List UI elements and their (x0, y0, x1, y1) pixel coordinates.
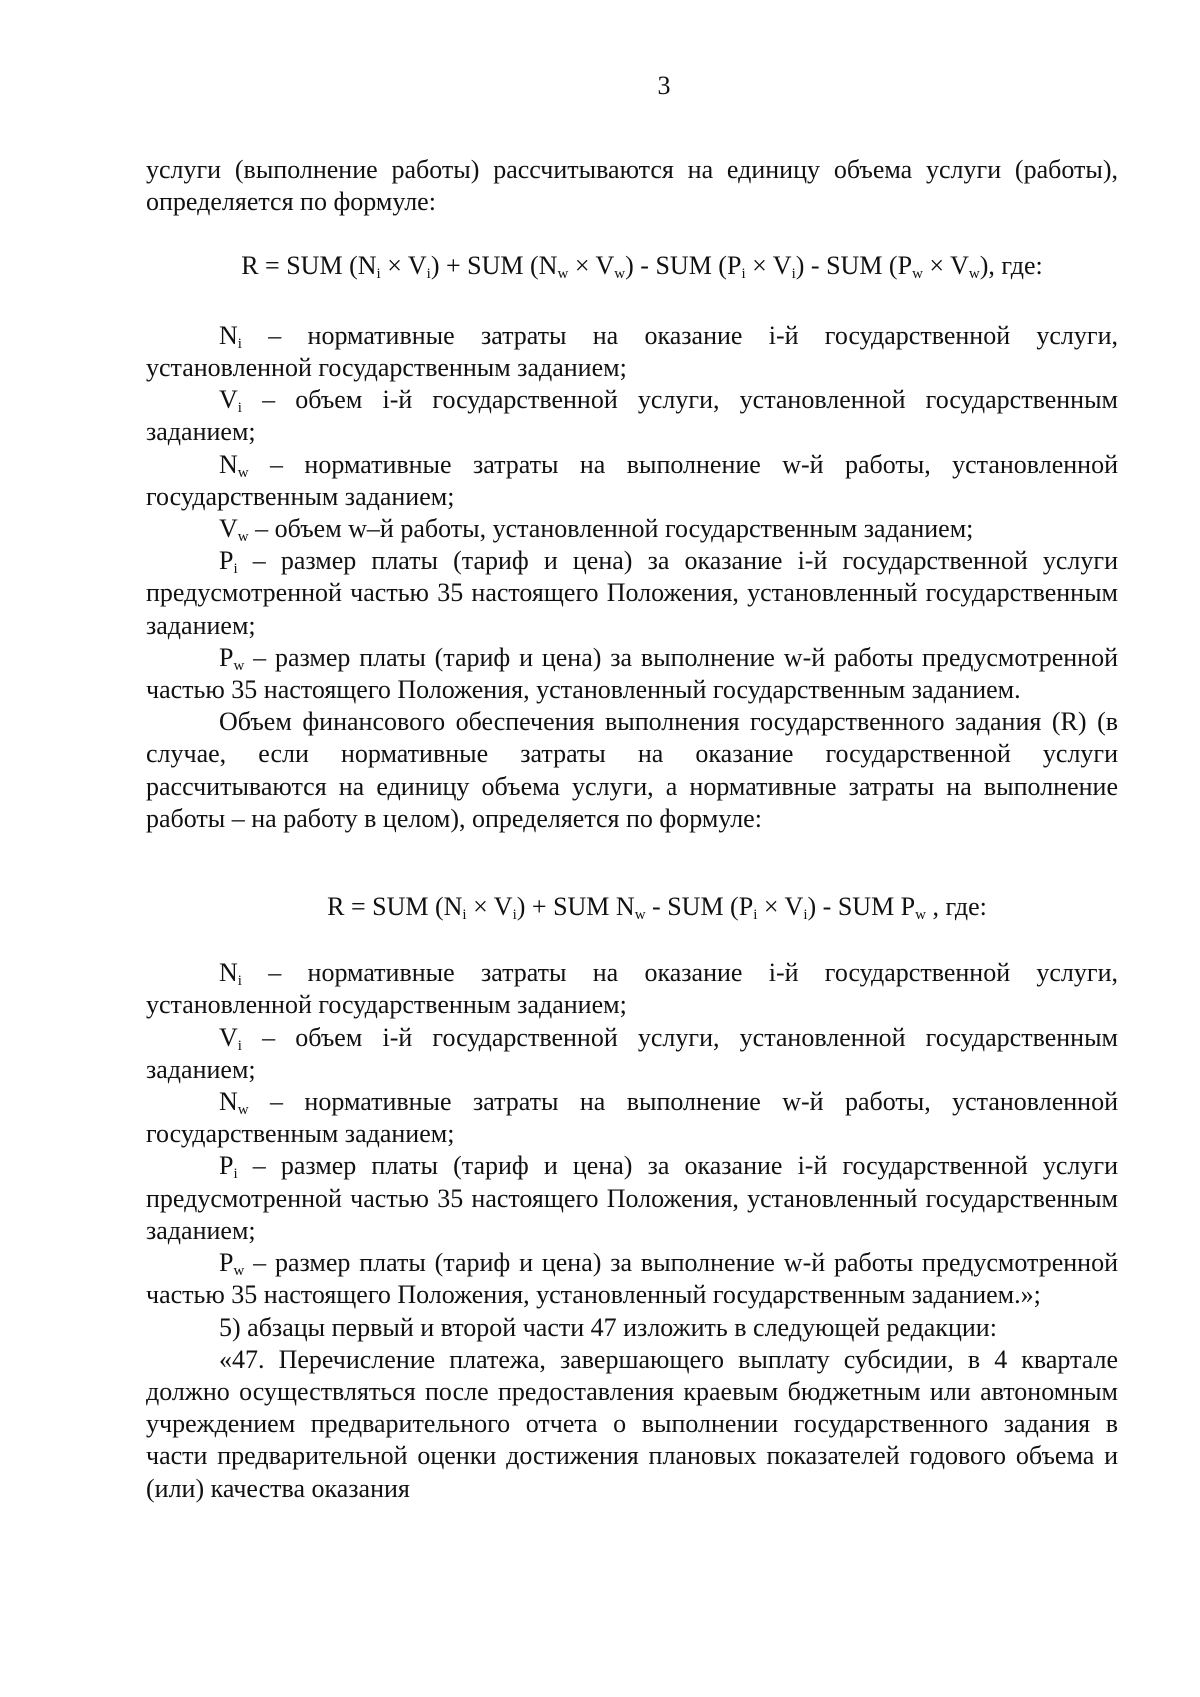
volume-paragraph: Объем финансового обеспечения выполнения государственного задания (R) (в случае, если нормативные затраты на оказание государственной услуги рассчитываются на единицу объема услуги, а нормативные затраты на выполнение работы – на работу в целом), определяется по формуле: (146, 707, 1118, 833)
item-5-paragraph: 5) абзацы первый и второй части 47 изложить в следующей редакции: (219, 1312, 997, 1342)
definition-pi: $P_i$ – размер платы (тариф и цена) за оказание i-й государственной услуги предусмотренной частью 35 настоящего Положения, установленный государственным заданием; (146, 546, 1118, 640)
formula-1: R = SUM $(N_i \times V_i)$ + SUM $(N_w \times V_w)$ - SUM $(P_i \times V_i)$ - SUM $(P_w \times V_w)$, где: (241, 250, 1043, 282)
definition-pw: $P_w$ – размер платы (тариф и цена) за выполнение w-й работы предусмотренной частью 35 настоящего Положения, установленный государственным заданием. (146, 642, 1118, 705)
part-47-paragraph: «47. Перечисление платежа, завершающего выплату субсидии, в 4 квартале должно осуществляться после предоставления краевым бюджетным или автономным учреждением предварительного отчета о выполнении государственного задания в части предварительной оценки достижения плановых показателей годового объема и (или) качества оказания (146, 1344, 1118, 1503)
page-number: 3 (657, 71, 671, 100)
definition-vi-2: $V_i$ – объем i-й государственной услуги, установленной государственным заданием; (146, 1022, 1118, 1084)
definition-nw: $N_w$ – нормативные затраты на выполнение w-й работы, установленной государственным заданием; (146, 449, 1118, 511)
intro-paragraph: услуги (выполнение работы) рассчитываются на единицу объема услуги (работы), определяется по формуле: (146, 155, 1118, 217)
definition-vw: $V_w$ – объем w–й работы, установленной государственным заданием; (219, 514, 974, 546)
definition-ni: $N_i$ – нормативные затраты на оказание i-й государственной услуги, установленной государственным заданием; (146, 320, 1118, 383)
definition-vi: $V_i$ – объем i-й государственной услуги, установленной государственным заданием; (146, 385, 1118, 447)
formula-2: R = SUM $(N_i \times V_i)$ + SUM $N_w$ - SUM $(P_i \times V_i)$ - SUM $P_w$ , где: (327, 892, 987, 924)
definition-pw-2: $P_w$ – размер платы (тариф и цена) за выполнение w-й работы предусмотренной частью 35 настоящего Положения, установленный государственным заданием.»; (146, 1248, 1118, 1310)
definition-pi-2: $P_i$ – размер платы (тариф и цена) за оказание i-й государственной услуги предусмотренной частью 35 настоящего Положения, установленный государственным заданием; (146, 1151, 1118, 1245)
definition-ni-2: $N_i$ – нормативные затраты на оказание i-й государственной услуги, установленной государственным заданием; (146, 958, 1118, 1020)
definition-nw-2: $N_w$ – нормативные затраты на выполнение w-й работы, установленной государственным заданием; (146, 1087, 1118, 1149)
